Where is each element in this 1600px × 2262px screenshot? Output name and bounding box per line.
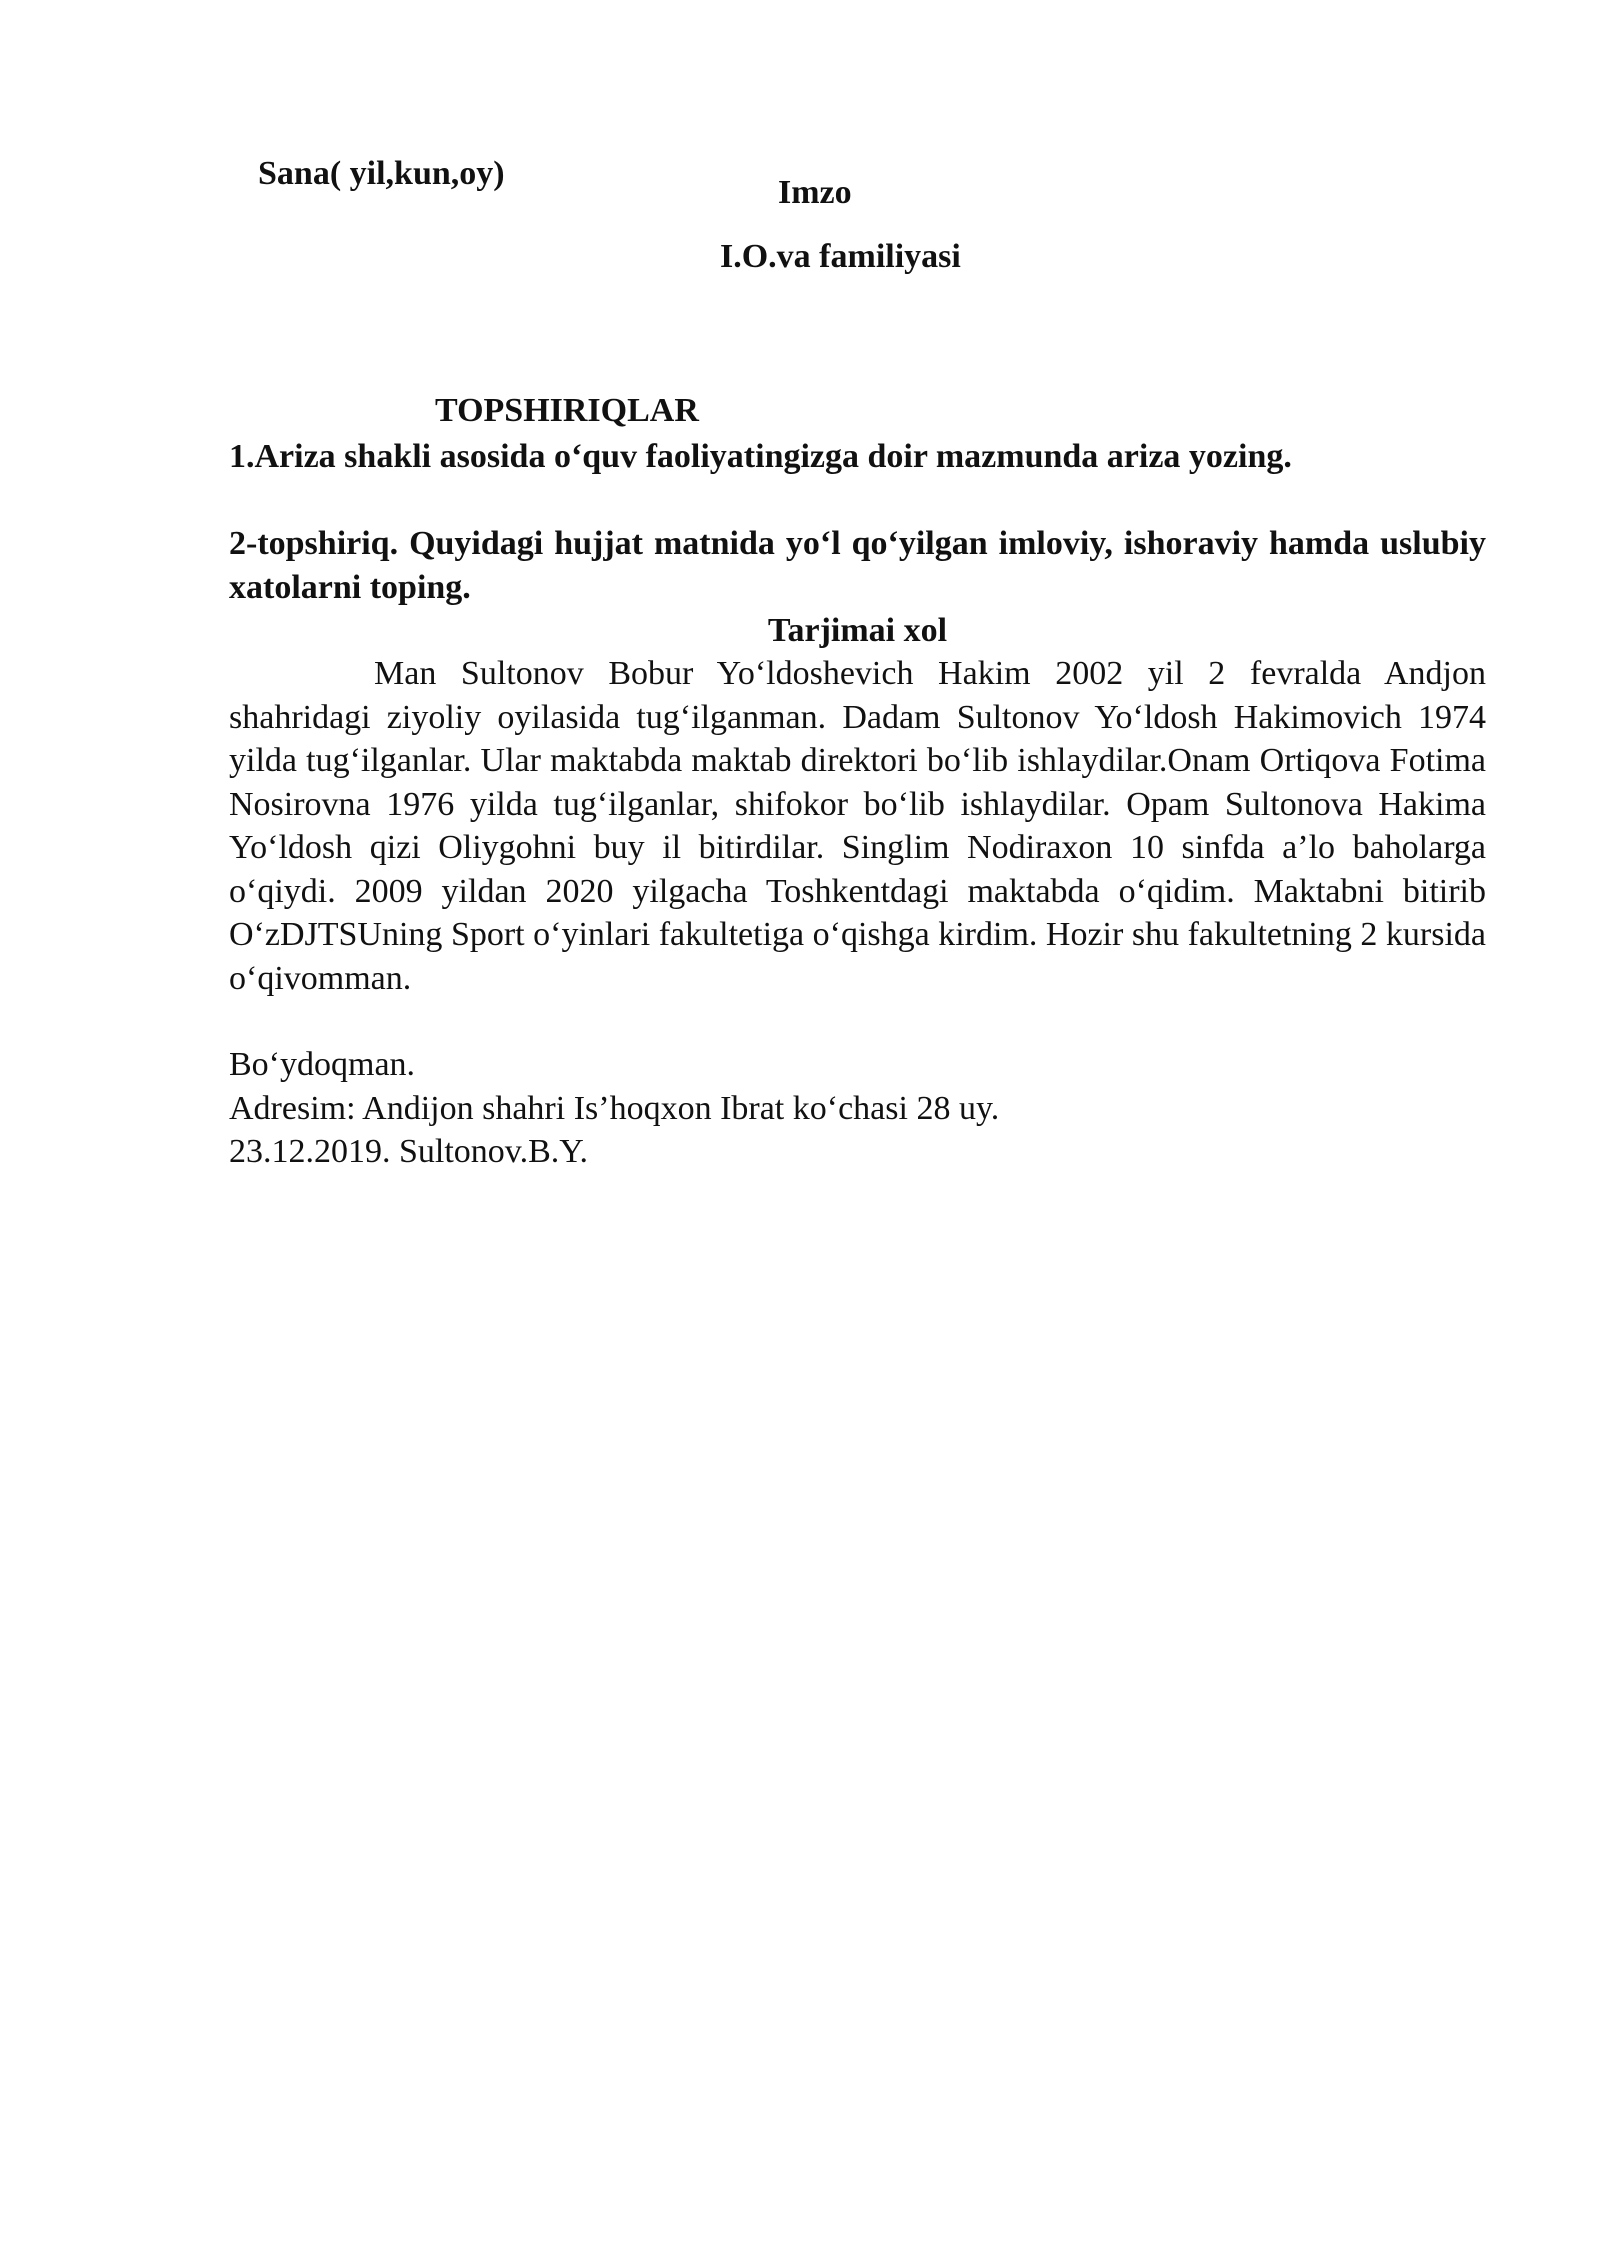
task-2-text: 2-topshiriq. Quyidagi hujjat matnida yo‘l qo‘yilgan imloviy, ishoraviy hamda uslubiy xatolarni toping. (229, 525, 1486, 606)
tasks-heading: TOPSHIRIQLAR (435, 392, 699, 429)
date-signature-line: 23.12.2019. Sultonov.B.Y. (229, 1133, 588, 1170)
biography-footer (229, 1043, 1486, 1174)
biography-paragraph: Man Sultonov Bobur Yo‘ldoshevich Hakim 2002 yil 2 fevralda Andjon shahridagi ziyoliy oyilasida tug‘ilganman. Dadam Sultonov Yo‘ldosh Hakimovich 1974 yilda tug‘ilganlar. Ular maktabda maktab direktori bo‘lib ishlaydilar.Onam Ortiqova Fotima Nosirovna 1976 yilda tug‘ilganlar, shifokor bo‘lib ishlaydilar. Opam Sultonova Hakima Yo‘ldosh qizi Oliygohni buy il bitirdilar. Singlim Nodiraxon 10 sinfda a’lo baholarga o‘qiydi. 2009 yildan 2020 yilgacha Toshkentdagi maktabda o‘qidim. Maktabni bitirib O‘zDJTSUning Sport o‘yinlari fakultetiga o‘qishga kirdim. Hozir shu fakultetning 2 kursida o‘qivomman. (229, 655, 1486, 997)
signature-label: Imzo (778, 174, 852, 211)
name-label: I.O.va familiyasi (720, 238, 961, 275)
biography-title: Tarjimai xol (767, 612, 948, 649)
date-label: Sana( yil,kun,oy) (258, 155, 505, 192)
marital-status-line: Bo‘ydoqman. (229, 1046, 416, 1083)
address-line: Adresim: Andijon shahri Is’hoqxon Ibrat ko‘chasi 28 uy. (229, 1089, 1000, 1127)
task-1-text: 1.Ariza shakli asosida o‘quv faoliyatingizga doir mazmunda ariza yozing. (229, 438, 1292, 475)
